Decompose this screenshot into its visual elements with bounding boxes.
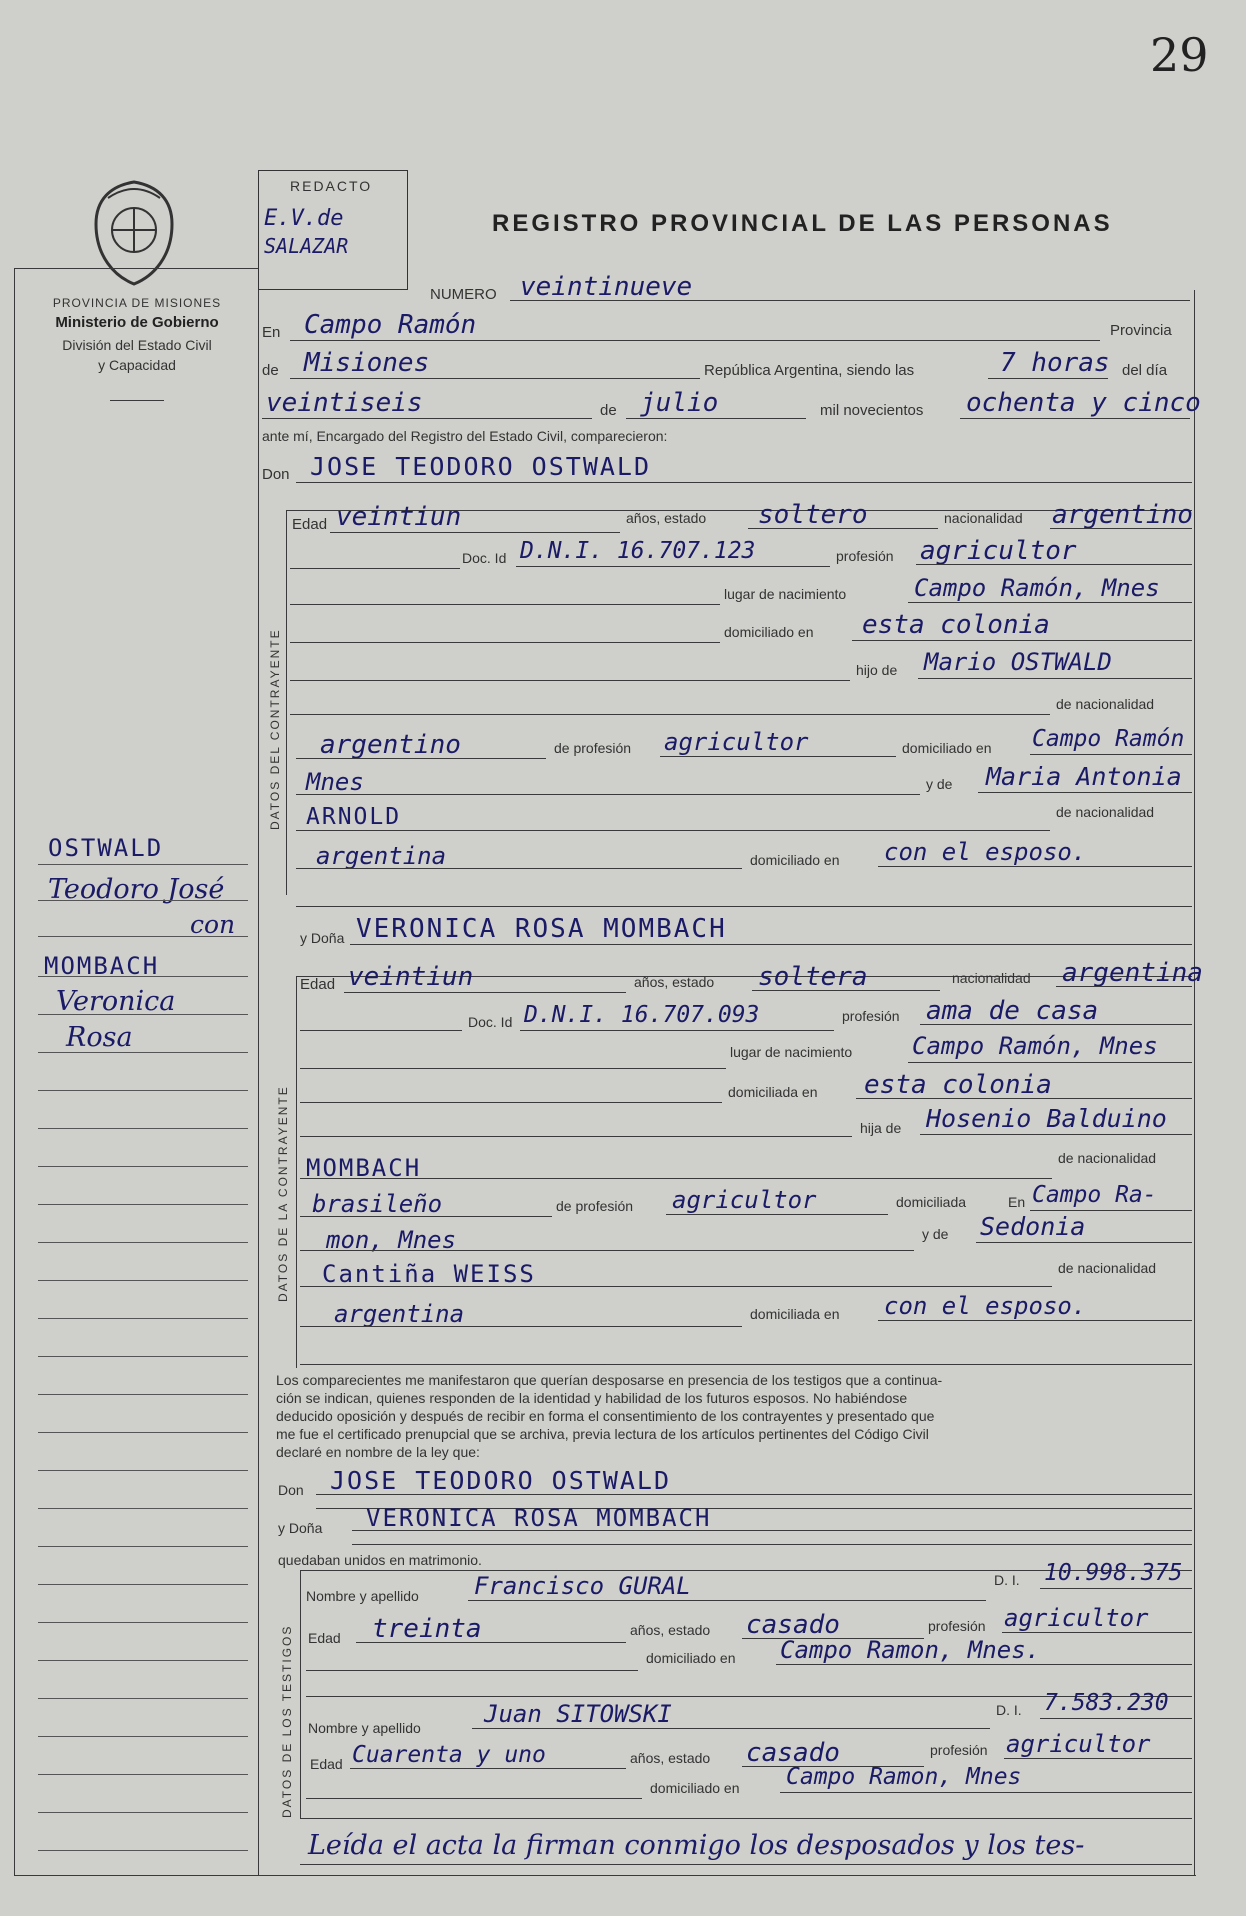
contrayenta-nombre: VERONICA ROSA MOMBACH [356,914,727,944]
margin-surname-1: OSTWALD [48,834,164,862]
provincia-label: Provincia [1110,322,1172,339]
contrayenta-madre-dom: con el esposo. [884,1292,1087,1320]
page-title: REGISTRO PROVINCIAL DE LAS PERSONAS [492,210,1113,237]
domiciliada-label: domiciliada en [728,1084,818,1100]
di-label: D. I. [994,1572,1020,1588]
nacionalidad-label: nacionalidad [944,510,1023,526]
acta-numero: veintinueve [520,272,693,302]
doc-label: Doc. Id [462,550,507,566]
don-label: Don [262,466,290,483]
issuer-province: PROVINCIA DE MISIONES [52,296,222,310]
contrayenta-edad: veintiun [348,962,474,992]
coat-of-arms-seal [88,178,180,288]
contrayente-domicilio: esta colonia [862,610,1050,640]
redacto-line1: E.V.de [264,206,344,231]
acta-provincia: Misiones [304,348,430,378]
testigo1-estado: casado [746,1610,840,1640]
contrayenta-padre-nac: brasileño [312,1190,443,1218]
y-de-label-2: y de [922,1226,949,1242]
acta-mes: julio [640,388,719,418]
contrayente-edad: veintiun [336,502,462,532]
margin-given-2: Veronica [56,986,176,1017]
contrayente-madre-dom: con el esposo. [884,838,1087,866]
edad-label: Edad [292,516,328,533]
testigo2-estado: casado [746,1738,840,1768]
contrayenta-padre-dom2: mon, Mnes [326,1226,457,1254]
contrayente-doc: D.N.I. 16.707.123 [520,538,756,564]
contrayente-estado: soltero [758,500,868,530]
contrayente-madre2: ARNOLD [306,804,402,830]
domiciliado-label: domiciliado en [724,624,814,640]
de-nac-label-2: de nacionalidad [1056,804,1155,820]
issuer-capacidad: y Capacidad [98,357,176,373]
lugar-nac-label-2: lugar de nacimiento [730,1044,853,1060]
contrayenta-padre1: Hosenio Balduino [926,1104,1167,1133]
declaracion-line-5: declaré en nombre de la ley que: [276,1444,480,1460]
closing-line: Leída el acta la firman conmigo los desposados y los tes- [308,1830,1085,1861]
testigo2-edad: Cuarenta y uno [352,1742,546,1768]
domiciliado-label-2: domiciliado en [902,740,992,756]
contrayente-nacionalidad: argentino [1052,500,1193,530]
anos-estado-label-4: años, estado [630,1750,711,1766]
issuer-ministry: Ministerio de Gobierno [55,314,219,331]
contrayenta-madre2: Cantiña WEISS [322,1260,536,1288]
domiciliado-label-5: domiciliado en [650,1780,740,1796]
domiciliada-label-2: domiciliada [896,1194,967,1210]
issuer-division: División del Estado Civil [62,337,212,353]
page-number: 29 [1150,28,1209,82]
contrayente-padre-nac: argentino [320,730,461,760]
contrayenta-lugar-nac: Campo Ramón, Mnes [912,1032,1158,1060]
anos-estado-label-3: años, estado [630,1622,711,1638]
declaracion-line-2: ción se indican, quienes responden de la identidad y habilidad de los futuros esposos. No habiéndose [276,1390,908,1406]
contrayenta-padre2: MOMBACH [306,1154,422,1182]
ante-mi-label: ante mí, Encargado del Registro del Estado Civil, comparecieron: [262,428,668,444]
profesion-label-3: profesión [928,1618,986,1634]
edad-label-2: Edad [300,976,336,993]
contrayenta-padre-dom1: Campo Ra- [1032,1182,1157,1208]
testigo1-profesion: agricultor [1004,1604,1149,1632]
hijo-de-label: hijo de [856,662,898,678]
contrayenta-profesion: ama de casa [926,996,1099,1026]
contrayente-madre1: Maria Antonia [986,762,1182,791]
declaracion-line-3: deducido oposición y después de recibir en forma el consentimiento de los contrayentes y presentado que [276,1408,935,1424]
contrayenta-domicilio: esta colonia [864,1070,1052,1100]
declaracion-line-1: Los comparecientes me manifestaron que querían desposarse en presencia de los testigos que a continua- [276,1372,943,1388]
acta-anio: ochenta y cinco [966,388,1201,418]
nombre-apellido-label-2: Nombre y apellido [308,1720,421,1736]
margin-surname-2: MOMBACH [44,952,160,980]
y-de-label: y de [926,776,953,792]
contrayente-padre-prof: agricultor [664,728,809,756]
contrayenta-madre1: Sedonia [980,1212,1086,1241]
declaracion-dona: VERONICA ROSA MOMBACH [366,1504,712,1532]
declaracion-line-4: me fue el certificado prenupcial que se archiva, previa lectura de los artículos pertinentes del Código Civil [276,1426,929,1442]
de-nac-label-4: de nacionalidad [1058,1260,1157,1276]
margin-con: con [190,910,236,939]
profesion-label-4: profesión [930,1742,988,1758]
anos-estado-label: años, estado [626,510,707,526]
acta-lugar: Campo Ramón [304,310,477,340]
quedaban-label: quedaban unidos en matrimonio. [278,1552,482,1568]
y-dona-label-2: y Doña [278,1520,323,1536]
di-label-2: D. I. [996,1702,1022,1718]
testigo2-di: 7.583.230 [1044,1690,1169,1716]
doc-label-2: Doc. Id [468,1014,513,1030]
contrayenta-doc: D.N.I. 16.707.093 [524,1002,760,1028]
edad-label-4: Edad [310,1756,343,1772]
contrayenta-padre-prof: agricultor [672,1186,817,1214]
lugar-nac-label: lugar de nacimiento [724,586,847,602]
acta-hora: 7 horas [1000,348,1110,378]
testigo1-domicilio: Campo Ramon, Mnes. [780,1636,1041,1664]
redacto-line2: SALAZAR [264,234,349,258]
contrayenta-estado: soltera [758,962,868,992]
redacto-label: REDACTO [290,178,373,194]
anos-estado-label-2: años, estado [634,974,715,990]
testigo2-domicilio: Campo Ramon, Mnes [786,1764,1022,1790]
contrayente-padre-dom1: Campo Ramón [1032,726,1185,752]
en-label-2: En [1008,1194,1026,1210]
de-label: de [262,362,279,379]
margin-given-3: Rosa [66,1022,133,1053]
profesion-label-2: profesión [842,1008,900,1024]
contrayente-profesion: agricultor [920,536,1077,566]
republica-label: República Argentina, siendo las [704,362,915,379]
profesion-label: profesión [836,548,894,564]
side-label-testigos: DATOS DE LOS TESTIGOS [280,1624,294,1818]
contrayente-lugar-nac: Campo Ramón, Mnes [914,574,1160,602]
contrayenta-nacionalidad: argentina [1062,958,1203,988]
numero-label: NUMERO [430,286,497,303]
edad-label-3: Edad [308,1630,341,1646]
y-dona-label: y Doña [300,930,345,946]
mil-label: mil novecientos [820,402,924,419]
contrayente-padre: Mario OSTWALD [924,648,1112,676]
domiciliada-label-3: domiciliada en [750,1306,840,1322]
acta-dia: veintiseis [266,388,423,418]
hija-de-label: hija de [860,1120,902,1136]
declaracion-don: JOSE TEODORO OSTWALD [330,1466,672,1495]
domiciliado-label-4: domiciliado en [646,1650,736,1666]
de-profesion-label-2: de profesión [556,1198,634,1214]
domiciliado-label-3: domiciliado en [750,852,840,868]
testigo2-profesion: agricultor [1006,1730,1151,1758]
del-dia-label: del día [1122,362,1168,379]
en-label: En [262,324,281,341]
de-nac-label: de nacionalidad [1056,696,1155,712]
testigo1-di: 10.998.375 [1044,1560,1183,1586]
de-nac-label-3: de nacionalidad [1058,1150,1157,1166]
side-label-contrayente: DATOS DEL CONTRAYENTE [268,628,282,830]
contrayente-padre-dom2: Mnes [306,768,364,796]
de-profesion-label: de profesión [554,740,632,756]
nombre-apellido-label: Nombre y apellido [306,1588,419,1604]
contrayente-madre-nac: argentina [316,842,447,870]
nacionalidad-label-2: nacionalidad [952,970,1031,986]
contrayenta-madre-nac: argentina [334,1300,465,1328]
testigo1-edad: treinta [372,1614,482,1644]
de-label-2: de [600,402,617,419]
testigo1-nombre: Francisco GURAL [474,1572,691,1600]
contrayente-nombre: JOSE TEODORO OSTWALD [310,452,652,481]
testigo2-nombre: Juan SITOWSKI [484,1700,672,1728]
don-label-2: Don [278,1482,304,1498]
margin-given-1: Teodoro José [48,874,225,905]
side-label-contrayenta: DATOS DE LA CONTRAYENTE [276,1085,290,1302]
